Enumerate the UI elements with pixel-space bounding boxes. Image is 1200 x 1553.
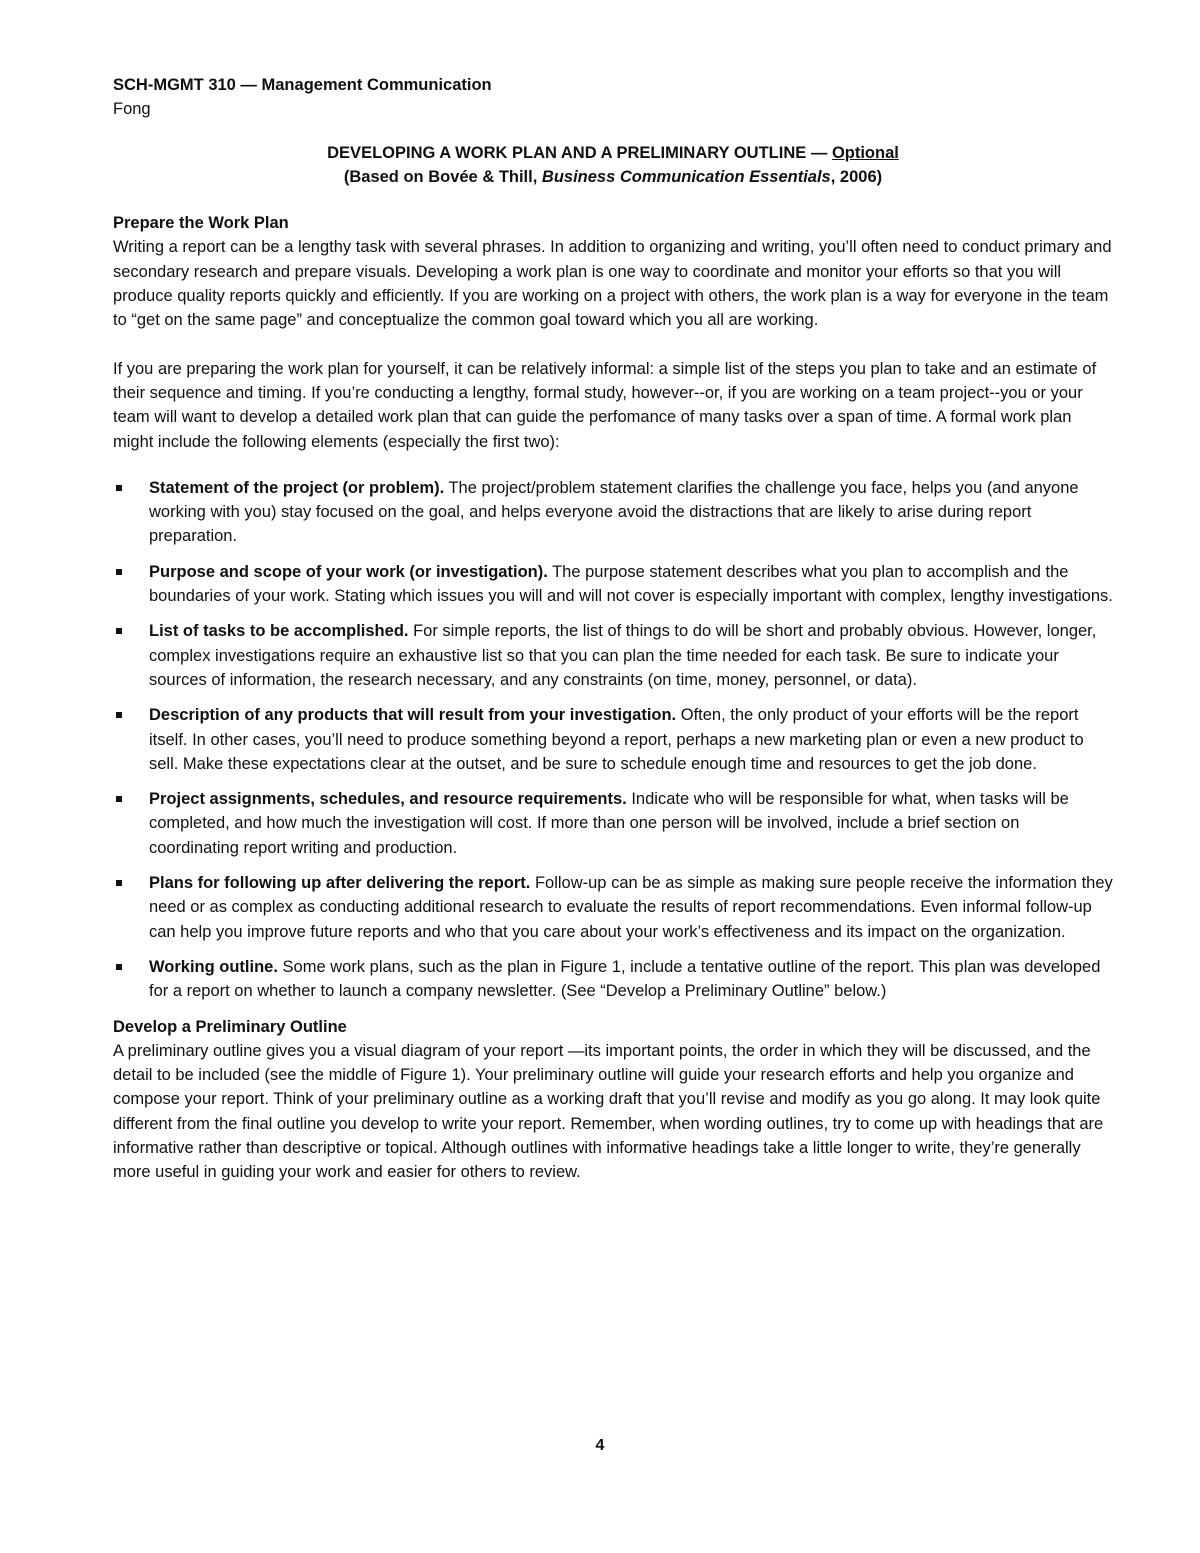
list-item-lead: Description of any products that will result from your investigation. [149, 706, 677, 725]
page-number: 4 [595, 1437, 605, 1454]
paragraph-work-plan-formal: If you are preparing the work plan for yourself, it can be relatively informal: a simple list of the steps you plan to take and an estimate of their sequence and timing. If you’re conducting a lengthy, formal study, however--or, if you are working on a team project--you or your team will want to develop a detailed work plan that can guide the perfomance of many tasks over a span of time. A formal work plan might include the following elements (especially the first two): [113, 359, 1097, 451]
list-item-lead: Project assignments, schedules, and resource requirements. [149, 790, 627, 809]
list-item [113, 787, 1113, 860]
bullet-icon [116, 569, 122, 575]
list-item-lead: Working outline. [149, 957, 278, 976]
course-title: SCH-MGMT 310 — Management Communication [113, 76, 492, 94]
list-item [113, 955, 1113, 1004]
list-item-text: Statement of the project (or problem). The project/problem statement clarifies the challenge you face, helps you (and anyone working with you) stay focused on the goal, and helps everyone avoid the distractions that are likely to arise during report preparation. [149, 478, 1079, 546]
document-title [113, 141, 1113, 165]
source-citation [113, 165, 1113, 189]
section-heading-outline: Develop a Preliminary Outline [113, 1017, 347, 1036]
optional-tag: Optional [831, 143, 899, 162]
section-heading-work-plan: Prepare the Work Plan [113, 214, 289, 233]
document-title-text: DEVELOPING A WORK PLAN AND A PRELIMINARY OUTLINE — [327, 143, 832, 162]
list-item [113, 619, 1113, 692]
list-item-text: Plans for following up after delivering the report. Follow-up can be as simple as making sure people receive the information they need or as complex as conducting additional research to evaluate the results of report recommendations. Even informal follow-up can help you improve future reports and who that you care about your work’s effectiveness and its impact on the organization. [149, 874, 1113, 941]
list-item [113, 560, 1113, 609]
list-item [113, 871, 1113, 944]
paragraph-work-plan-intro: Writing a report can be a lengthy task with several phrases. In addition to organizing and writing, you’ll often need to conduct primary and secondary research and prepare visuals. Developing a work plan is one way to coordinate and monitor your efforts so that you will produce quality reports quickly and efficiently. If you are working on a project with others, the work plan is a way for everyone in the team to “get on the same page” and conceptualize the common goal toward which you all are working. [113, 238, 1112, 330]
work-plan-elements-list [113, 476, 1113, 1004]
instructor-name: Fong [113, 100, 151, 119]
bullet-icon [116, 964, 122, 970]
list-item-text: Purpose and scope of your work (or investigation). The purpose statement describes what you plan to accomplish and the boundaries of your work. Stating which issues you will and will not cover is especially important with complex, lengthy investigations. [149, 562, 1113, 606]
list-item-lead: Statement of the project (or problem). [149, 478, 445, 497]
bullet-icon [116, 880, 122, 886]
list-item-text: Working outline. Some work plans, such as the plan in Figure 1, include a tentative outline of the report. This plan was developed for a report on whether to launch a company newsletter. (See “Develop a Preliminary Outline” below.) [149, 957, 1101, 1001]
list-item-lead: Plans for following up after delivering the report. [149, 874, 531, 893]
page-content [113, 73, 1113, 1185]
list-item-text: Description of any products that will result from your investigation. Often, the only product of your efforts will be the report itself. In other cases, you’ll need to produce something beyond a report, perhaps a new marketing plan or even a new product to sell. Make these expectations clear at the outset, and be sure to schedule enough time and resources to get the job done. [149, 706, 1084, 773]
list-item [113, 703, 1113, 776]
list-item-text: List of tasks to be accomplished. For simple reports, the list of things to do will be short and probably obvious. However, longer, complex investigations require an exhaustive list so that you can plan the time needed for each task. Be sure to indicate your sources of information, the research necessary, and any constraints (on time, money, personnel, or data). [149, 622, 1097, 689]
list-item-lead: List of tasks to be accomplished. [149, 622, 409, 641]
bullet-icon [116, 712, 122, 718]
list-item-text: Project assignments, schedules, and resource requirements. Indicate who will be responsible for what, when tasks will be completed, and how much the investigation will cost. If more than one person will be involved, include a brief section on coordinating report writing and production. [149, 790, 1069, 857]
citation-suffix: , 2006) [830, 167, 883, 186]
list-item [113, 476, 1113, 549]
citation-book-title: Business Communication Essentials [541, 167, 831, 186]
citation-prefix: (Based on Bovée & Thill, [343, 167, 542, 186]
list-item-lead: Purpose and scope of your work (or investigation). [149, 562, 548, 581]
title-block [113, 141, 1113, 190]
bullet-icon [116, 628, 122, 634]
paragraph-outline: A preliminary outline gives you a visual diagram of your report —its important points, the order in which they will be discussed, and the detail to be included (see the middle of Figure 1). Your preliminary outline will guide your research efforts and help you organize and compose your report. Think of your preliminary outline as a working draft that you’ll revise and modify as you go along. It may look quite different from the final outline you develop to write your report. Remember, when wording outlines, try to come up with headings that are informative rather than descriptive or topical. Although outlines with informative headings take a little longer to write, they’re generally more useful in guiding your work and easier for others to review. [113, 1041, 1104, 1182]
bullet-icon [116, 796, 122, 802]
bullet-icon [116, 485, 122, 491]
